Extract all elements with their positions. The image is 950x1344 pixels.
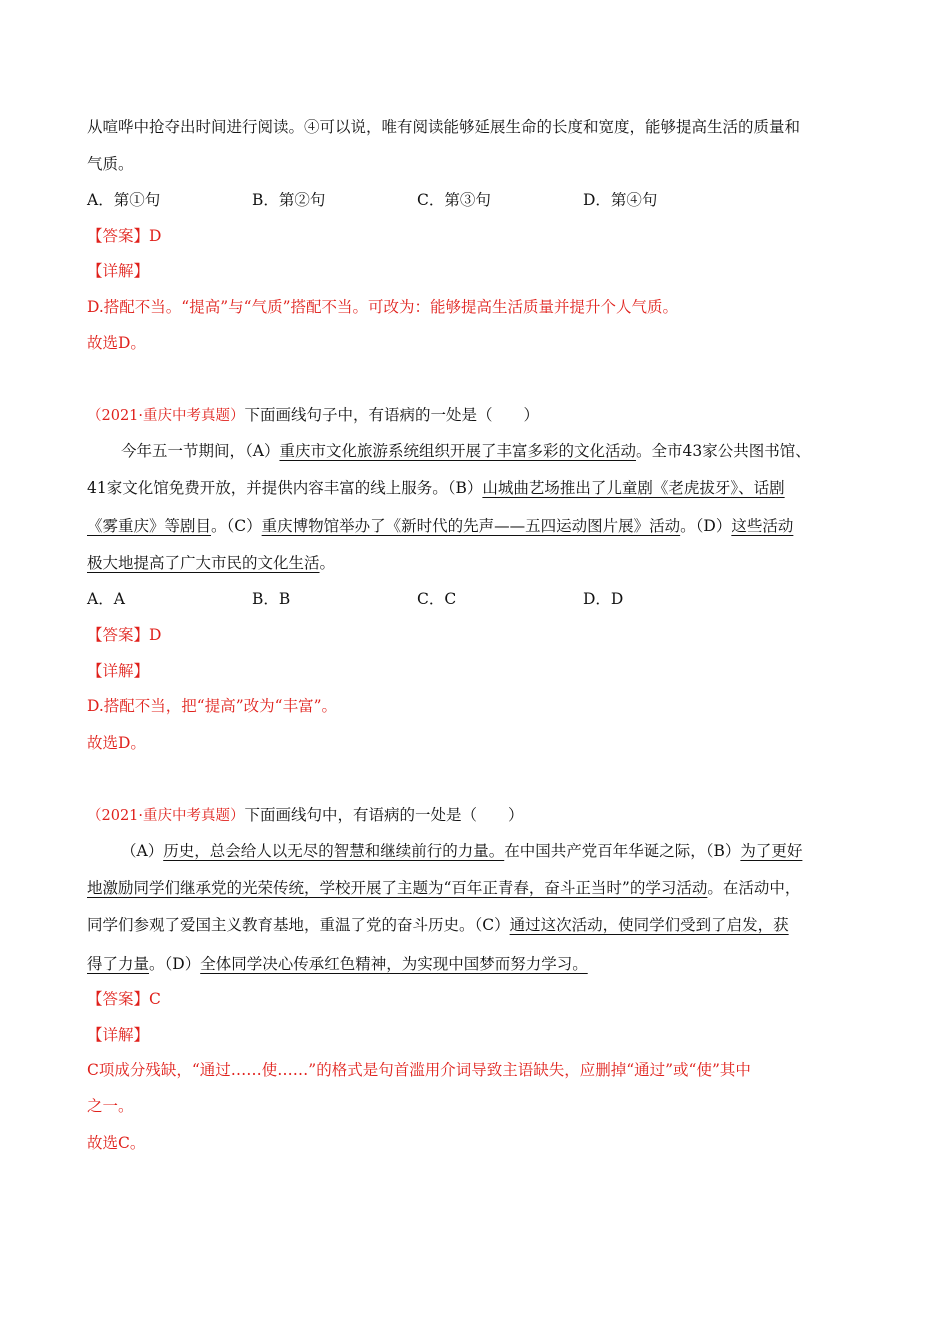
detail-text: D.搭配不当，把“提高”改为“丰富”。 (87, 697, 337, 715)
option-b: B．第②句 (252, 191, 326, 209)
underlined-sentence: 这些活动 (731, 517, 794, 535)
answer-label: 【答案】D (87, 227, 162, 245)
underlined-sentence: 地激励同学们继承党的光荣传统，学校开展了主题为“百年正青春，奋斗正当时”的学习活动 (87, 879, 708, 897)
passage-line (121, 440, 811, 462)
detail-label: 【详解】 (87, 1026, 150, 1044)
underlined-sentence: 《雾重庆》等剧目 (87, 517, 212, 535)
passage-text: 。（D） (680, 517, 732, 535)
option-d: D．第④句 (583, 191, 658, 209)
underlined-sentence: 全体同学决心传承红色精神，为实现中国梦而努力学习。 (200, 955, 588, 973)
question-source: （2021·重庆中考真题） (87, 408, 245, 424)
answer-label: 【答案】D (87, 626, 162, 644)
passage-line (87, 877, 800, 899)
passage-line (87, 515, 793, 537)
option-a: A．第①句 (87, 191, 161, 209)
passage-text: 。（C） (211, 517, 262, 535)
passage-line (87, 477, 785, 499)
passage-text: （A） (121, 842, 164, 860)
underlined-sentence: 得了力量 (87, 955, 150, 973)
conclusion-text: 故选D。 (87, 734, 146, 752)
conclusion-text: 故选D。 (87, 334, 146, 352)
detail-label: 【详解】 (87, 262, 150, 280)
question-stem (87, 804, 524, 827)
underlined-sentence: 历史，总会给人以无尽的智慧和继续前行的力量。 (163, 842, 505, 860)
option-a: A．A (87, 590, 125, 608)
passage-line (87, 552, 335, 574)
passage-line: 从喧哗中抢夺出时间进行阅读。④可以说，唯有阅读能够延展生命的长度和宽度，能够提高生活的质量和 (87, 118, 801, 136)
passage-line (121, 840, 802, 862)
passage-text: 同学们参观了爱国主义教育基地，重温了党的奋斗历史。（C） (87, 916, 510, 934)
passage-line: 气质。 (87, 155, 134, 173)
underlined-sentence: 重庆博物馆举办了《新时代的先声——五四运动图片展》活动 (261, 517, 681, 535)
detail-text: C项成分残缺，“通过……使……”的格式是句首滥用介词导致主语缺失，应删掉“通过”或“使”其中 (87, 1061, 751, 1079)
detail-text: 之一。 (87, 1097, 134, 1115)
option-c: C．C (417, 590, 457, 608)
detail-text: D.搭配不当。“提高”与“气质”搭配不当。可改为：能够提高生活质量并提升个人气质。 (87, 298, 679, 316)
question-source: （2021·重庆中考真题） (87, 808, 245, 824)
passage-text: 。全市43家公共图书馆、 (635, 442, 811, 460)
passage-text: 。 (319, 554, 336, 572)
option-c: C．第③句 (417, 191, 491, 209)
passage-text: 在中国共产党百年华诞之际，（B） (504, 842, 741, 860)
underlined-sentence: 重庆市文化旅游系统组织开展了丰富多彩的文化活动 (279, 442, 636, 460)
passage-line (87, 914, 789, 936)
underlined-sentence: 极大地提高了广大市民的文化生活 (87, 554, 320, 572)
underlined-sentence: 通过这次活动，使同学们受到了启发，获 (509, 916, 789, 934)
passage-text: 。（D） (149, 955, 201, 973)
conclusion-text: 故选C。 (87, 1134, 146, 1152)
answer-label: 【答案】C (87, 990, 161, 1008)
passage-text: 。在活动中， (707, 879, 801, 897)
question-prompt: 下面画线句子中，有语病的一处是（ ） (244, 406, 540, 424)
detail-label: 【详解】 (87, 662, 150, 680)
underlined-sentence: 为了更好 (740, 842, 803, 860)
question-prompt: 下面画线句中，有语病的一处是（ ） (244, 806, 524, 824)
passage-line (87, 953, 588, 975)
underlined-sentence: 山城曲艺场推出了儿童剧《老虎拔牙》、话剧 (482, 479, 785, 497)
option-d: D．D (583, 590, 624, 608)
passage-text: 41家文化馆免费开放，并提供内容丰富的线上服务。（B） (87, 479, 483, 497)
question-stem (87, 404, 539, 427)
option-b: B．B (252, 590, 291, 608)
passage-text: 今年五一节期间，（A） (121, 442, 280, 460)
